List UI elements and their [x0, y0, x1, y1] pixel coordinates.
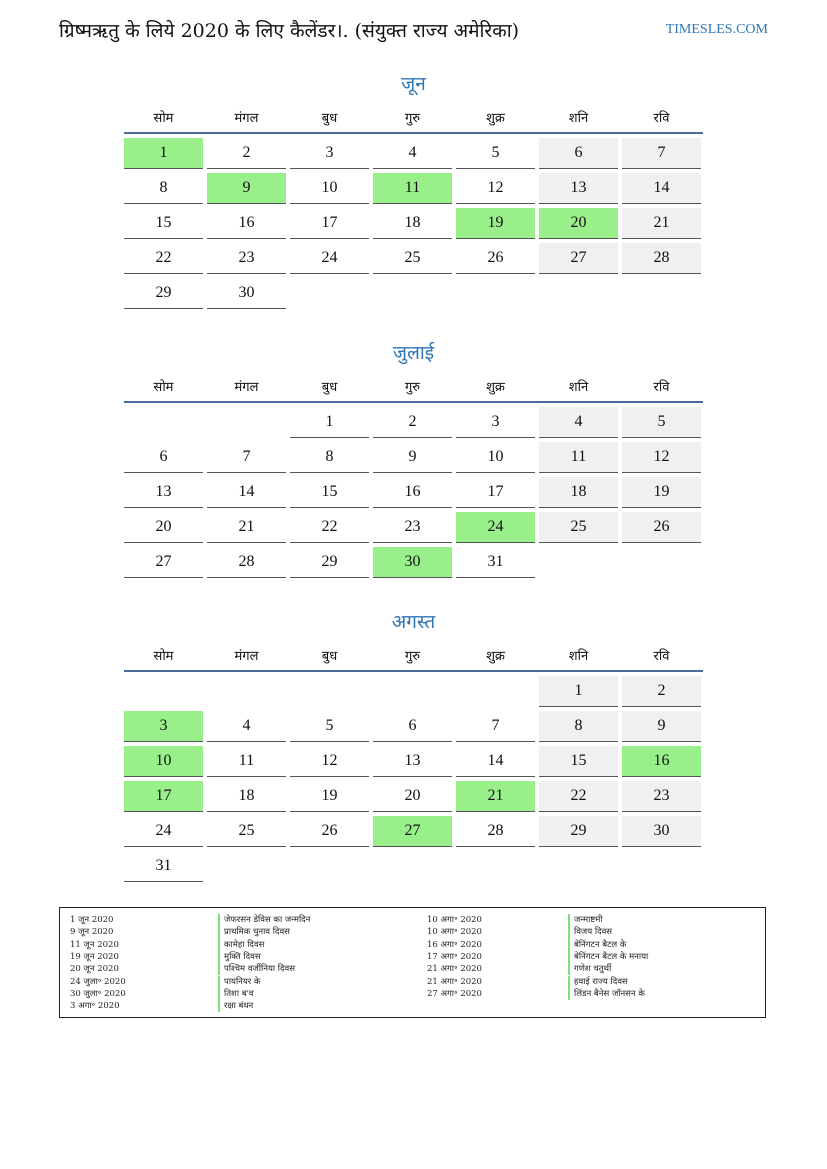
empty-cell	[373, 676, 452, 706]
weekday-label: गुरु	[404, 111, 421, 126]
empty-cell	[290, 676, 369, 706]
day-cell: 1	[290, 407, 369, 438]
day-cell: 6	[539, 138, 618, 169]
day-cell: 23	[622, 781, 701, 812]
legend-date: 20 जून 2020	[70, 964, 119, 975]
legend-holiday-name: पश्चिम वर्जीनिया दिवस	[218, 963, 414, 975]
legend-date: 27 अगा॰ 2020	[427, 988, 482, 999]
legend-date: 30 जुला॰ 2020	[70, 988, 126, 999]
day-cell: 24	[124, 816, 203, 847]
day-cell: 22	[539, 781, 618, 812]
weekday-label: सोम	[153, 111, 174, 126]
legend-holiday-name: पायनियर के	[218, 976, 414, 988]
day-cell: 26	[456, 243, 535, 274]
day-cell: 7	[207, 442, 286, 473]
day-cell: 4	[373, 138, 452, 169]
weekday-label: शनि	[568, 111, 589, 126]
day-grid	[124, 138, 703, 309]
day-cell: 18	[539, 477, 618, 508]
day-cell: 11	[539, 442, 618, 473]
empty-cell	[124, 407, 203, 437]
day-cell: 14	[622, 173, 701, 204]
day-cell: 25	[539, 512, 618, 543]
legend-holiday-name: बेनिंगटन बैटल के	[568, 939, 764, 951]
day-cell: 15	[124, 208, 203, 239]
empty-cell	[124, 676, 203, 706]
legend-holiday-name: बेनिंगटन बैटल के मनाया	[568, 951, 764, 963]
holiday-day-cell: 19	[456, 208, 535, 239]
day-cell: 30	[622, 816, 701, 847]
day-cell: 25	[373, 243, 452, 274]
legend-holiday-name: तिशा ब'व	[218, 988, 414, 1000]
holiday-day-cell: 1	[124, 138, 203, 169]
weekday-label: बुध	[321, 649, 338, 664]
legend-date: 10 अगा॰ 2020	[427, 927, 482, 938]
legend-holiday-name: कामेहा दिवस	[218, 939, 414, 951]
weekday-label: मंगल	[234, 380, 259, 395]
legend-holiday-name: जेफरसन डेविस का जन्मदिन	[218, 914, 414, 926]
holiday-day-cell: 20	[539, 208, 618, 239]
day-cell: 9	[622, 711, 701, 742]
weekday-label: मंगल	[234, 649, 259, 664]
weekday-label: शुक्र	[486, 649, 505, 664]
day-cell: 26	[290, 816, 369, 847]
day-cell: 22	[124, 243, 203, 274]
day-cell: 19	[622, 477, 701, 508]
day-cell: 20	[124, 512, 203, 543]
day-cell: 14	[207, 477, 286, 508]
day-cell: 10	[456, 442, 535, 473]
day-cell: 4	[539, 407, 618, 438]
legend-date: 17 अगा॰ 2020	[427, 951, 482, 962]
legend-date: 10 अगा॰ 2020	[427, 915, 482, 925]
month-calendar	[124, 608, 703, 882]
weekday-label: सोम	[153, 380, 174, 395]
day-cell: 4	[207, 711, 286, 742]
day-cell: 28	[456, 816, 535, 847]
day-cell: 14	[456, 746, 535, 777]
day-cell: 13	[539, 173, 618, 204]
legend-holiday-name: विजय दिवस	[568, 926, 764, 938]
holiday-legend	[59, 907, 766, 1018]
day-cell: 27	[539, 243, 618, 274]
day-cell: 2	[207, 138, 286, 169]
legend-holiday-name: जन्माष्टमी	[568, 914, 764, 926]
day-cell: 12	[456, 173, 535, 204]
day-cell: 8	[290, 442, 369, 473]
empty-cell	[207, 407, 286, 437]
legend-date: 19 जून 2020	[70, 951, 119, 962]
weekday-label: शनि	[568, 380, 589, 395]
holiday-day-cell: 21	[456, 781, 535, 812]
legend-holiday-name: लिंडन बैनेस जॉनसन के	[568, 988, 764, 1000]
day-cell: 29	[290, 547, 369, 578]
legend-date: 21 अगा॰ 2020	[427, 964, 482, 975]
month-title: अगस्त	[391, 611, 436, 633]
day-cell: 29	[539, 816, 618, 847]
day-cell: 13	[373, 746, 452, 777]
day-cell: 6	[124, 442, 203, 473]
weekday-label: मंगल	[234, 111, 259, 126]
day-cell: 29	[124, 278, 203, 309]
month-title: जून	[401, 73, 426, 95]
day-cell: 9	[373, 442, 452, 473]
holiday-day-cell: 30	[373, 547, 452, 578]
weekday-header	[124, 102, 703, 134]
day-cell: 5	[622, 407, 701, 438]
weekday-label: रवि	[653, 380, 670, 395]
day-cell: 26	[622, 512, 701, 543]
legend-date: 9 जून 2020	[70, 927, 114, 938]
day-cell: 12	[622, 442, 701, 473]
day-cell: 27	[124, 547, 203, 578]
day-cell: 8	[124, 173, 203, 204]
weekday-label: रवि	[653, 111, 670, 126]
day-cell: 30	[207, 278, 286, 309]
legend-date: 21 अगा॰ 2020	[427, 976, 482, 987]
legend-holiday-name: हवाई राज्य दिवस	[568, 976, 764, 988]
day-cell: 3	[456, 407, 535, 438]
weekday-label: शुक्र	[486, 380, 505, 395]
day-cell: 22	[290, 512, 369, 543]
day-cell: 21	[622, 208, 701, 239]
weekday-label: गुरु	[404, 380, 421, 395]
holiday-day-cell: 27	[373, 816, 452, 847]
day-cell: 1	[539, 676, 618, 707]
page-title: ग्रिष्मऋतु के लिये 2020 के लिए कैलेंडर।. (संयुक्त राज्य अमेरिका)	[59, 20, 520, 42]
day-cell: 7	[622, 138, 701, 169]
day-cell: 15	[539, 746, 618, 777]
day-cell: 19	[290, 781, 369, 812]
month-title: जुलाई	[392, 342, 435, 364]
day-cell: 2	[622, 676, 701, 707]
empty-cell	[207, 676, 286, 706]
day-cell: 23	[373, 512, 452, 543]
day-cell: 13	[124, 477, 203, 508]
month-calendar	[124, 70, 703, 309]
day-cell: 18	[207, 781, 286, 812]
legend-date: 3 अगा॰ 2020	[70, 1001, 120, 1012]
legend-date: 1 जून 2020	[70, 915, 114, 925]
holiday-day-cell: 9	[207, 173, 286, 204]
day-cell: 7	[456, 711, 535, 742]
day-cell: 12	[290, 746, 369, 777]
holiday-day-cell: 17	[124, 781, 203, 812]
empty-cell	[456, 676, 535, 706]
weekday-header	[124, 371, 703, 403]
day-cell: 23	[207, 243, 286, 274]
weekday-label: बुध	[321, 111, 338, 126]
day-cell: 31	[124, 851, 203, 882]
weekday-label: सोम	[153, 649, 174, 664]
day-cell: 16	[207, 208, 286, 239]
day-grid	[124, 676, 703, 882]
day-cell: 8	[539, 711, 618, 742]
day-grid	[124, 407, 703, 578]
legend-date: 11 जून 2020	[70, 939, 119, 950]
day-cell: 2	[373, 407, 452, 438]
legend-holiday-name: प्राथमिक चुनाव दिवस	[218, 926, 414, 938]
legend-holiday-name: रक्षा बंधन	[218, 1000, 414, 1012]
day-cell: 17	[290, 208, 369, 239]
holiday-day-cell: 24	[456, 512, 535, 543]
weekday-label: बुध	[321, 380, 338, 395]
weekday-header	[124, 640, 703, 672]
weekday-label: शनि	[568, 649, 589, 664]
legend-date: 16 अगा॰ 2020	[427, 939, 482, 950]
weekday-label: शुक्र	[486, 111, 505, 126]
weekday-label: रवि	[653, 649, 670, 664]
day-cell: 17	[456, 477, 535, 508]
day-cell: 5	[456, 138, 535, 169]
month-calendar	[124, 339, 703, 578]
day-cell: 24	[290, 243, 369, 274]
holiday-day-cell: 11	[373, 173, 452, 204]
day-cell: 18	[373, 208, 452, 239]
holiday-day-cell: 10	[124, 746, 203, 777]
day-cell: 3	[290, 138, 369, 169]
legend-holiday-name: मुक्ति दिवस	[218, 951, 414, 963]
day-cell: 20	[373, 781, 452, 812]
day-cell: 31	[456, 547, 535, 578]
site-link[interactable]: TIMESLES.COM	[665, 22, 768, 37]
day-cell: 28	[207, 547, 286, 578]
holiday-day-cell: 3	[124, 711, 203, 742]
day-cell: 21	[207, 512, 286, 543]
day-cell: 28	[622, 243, 701, 274]
legend-date: 24 जुला॰ 2020	[70, 976, 126, 987]
day-cell: 5	[290, 711, 369, 742]
weekday-label: गुरु	[404, 649, 421, 664]
legend-holiday-name: गणेश चतुर्थी	[568, 963, 764, 975]
day-cell: 11	[207, 746, 286, 777]
day-cell: 16	[373, 477, 452, 508]
day-cell: 10	[290, 173, 369, 204]
holiday-day-cell: 16	[622, 746, 701, 777]
day-cell: 6	[373, 711, 452, 742]
day-cell: 15	[290, 477, 369, 508]
day-cell: 25	[207, 816, 286, 847]
